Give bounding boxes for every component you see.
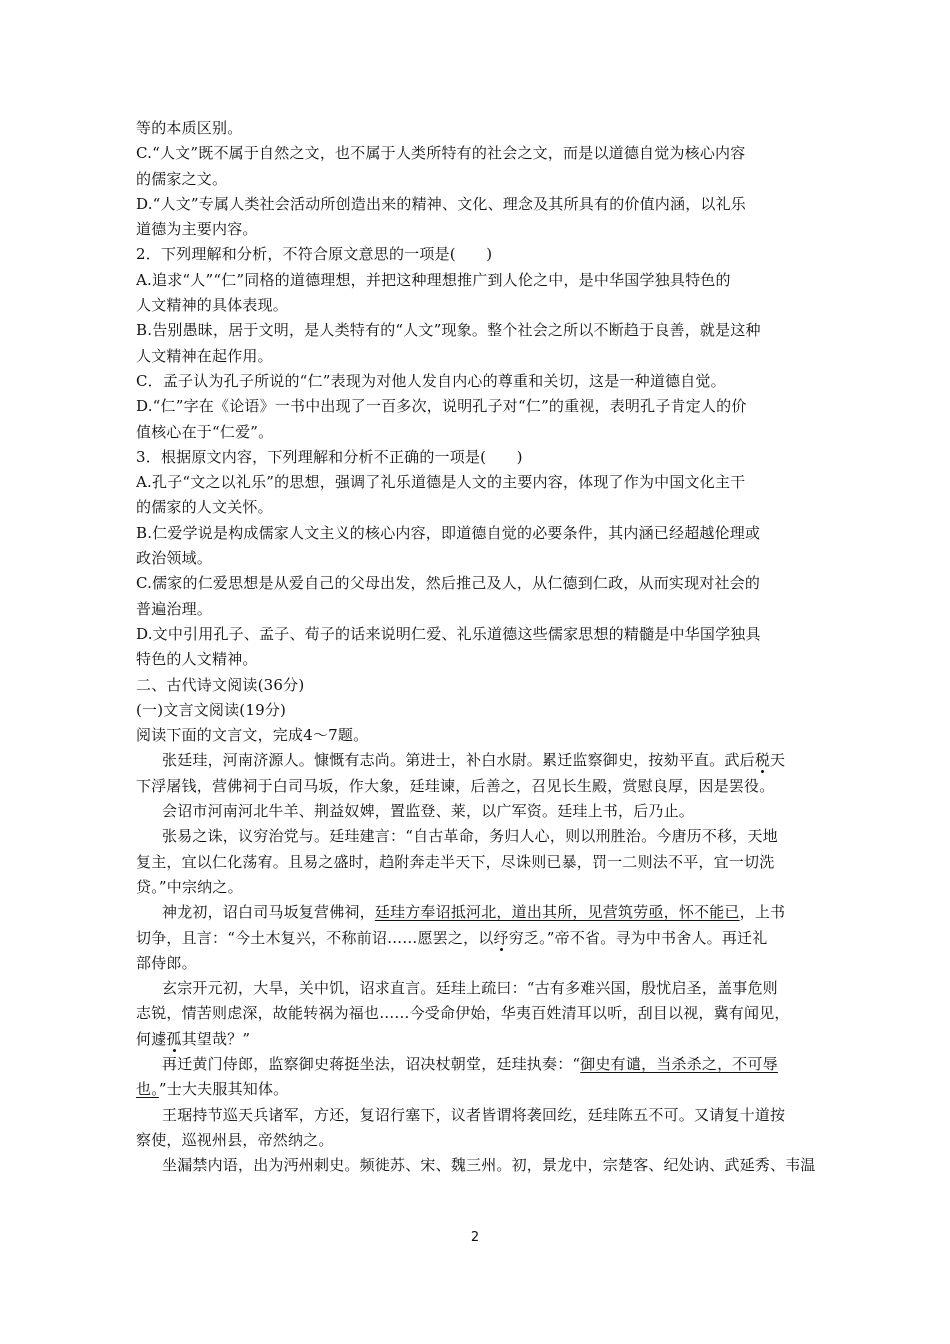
underlined-sentence: 也。 xyxy=(136,1080,159,1099)
text-line: 人文精神在起作用。 xyxy=(136,346,273,365)
passage-line: 坐漏禁内语，出为沔州刺史。频徙苏、宋、魏三州。初，景龙中，宗楚客、纪处讷、武延秀、韦温 xyxy=(162,1156,816,1175)
text-line: 的儒家之文。 xyxy=(136,169,228,188)
dotted-character: 孤 xyxy=(166,1029,182,1048)
passage-line: 何遽孤其望哉？” xyxy=(136,1029,251,1048)
instruction-line: 阅读下面的文言文，完成4～7题。 xyxy=(136,726,369,745)
passage-line: 志锐，情苦则虑深，故能转祸为福也……今受命伊始，华夷百姓清耳以听，刮目以视，冀有闻见， xyxy=(136,1004,790,1023)
dotted-character: 纾 xyxy=(493,928,509,947)
text-line: 等的本质区别。 xyxy=(136,119,243,137)
option-c-line: C.“人文”既不属于自然之文，也不属于人类所特有的社会之文，而是以道德自觉为核心内容 xyxy=(136,144,746,163)
passage-line: 再迁黄门侍郎，监察御史蒋挺坐法，诏决杖朝堂，廷珪执奏：“御史有谴，当杀杀之，不可辱 xyxy=(162,1054,778,1073)
passage-line: 复主，宜以仁化荡宥。且易之盛时，趋附奔走半天下，尽诛则已暴，罚一二则法不平，宜一切洗 xyxy=(136,852,775,871)
text-line: 道德为主要内容。 xyxy=(136,220,258,239)
option-c-line: C.儒家的仁爱思想是从爱自己的父母出发，然后推己及人，从仁德到仁政，从而实现对社会的 xyxy=(136,574,761,593)
subsection-heading: (一)文言文阅读(19分) xyxy=(136,700,287,719)
option-d-line: D.文中引用孔子、孟子、荀子的话来说明仁爱、礼乐道德这些儒家思想的精髓是中华国学独具 xyxy=(136,624,761,643)
text-line: 人文精神的具体表现。 xyxy=(136,296,289,315)
text-line: 的儒家的人文关怀。 xyxy=(136,498,273,517)
passage-line: 贷。”中宗纳之。 xyxy=(136,877,243,896)
option-b-line: B.仁爱学说是构成儒家人文主义的核心内容，即道德自觉的必要条件，其内涵已经超越伦理或 xyxy=(136,523,761,542)
passage-line: 也。”士大夫服其知体。 xyxy=(136,1080,289,1099)
passage-line: 察使，巡视州县，帝然纳之。 xyxy=(136,1130,334,1149)
option-c-line: C．孟子认为孔子所说的“仁”表现为对他人发自内心的尊重和关切，这是一种道德自觉。 xyxy=(136,371,726,390)
option-a-line: A.孔子“文之以礼乐”的思想，强调了礼乐道德是人文的主要内容，体现了作为中国文化主干 xyxy=(136,473,746,492)
question-3: 3．根据原文内容，下列理解和分析不正确的一项是( ) xyxy=(136,447,523,466)
section-heading: 二、古代诗文阅读(36分) xyxy=(136,675,305,694)
passage-line: 张易之诛，议穷治党与。廷珪建言：“自古革命，务归人心，则以刑胜治。今唐历不移，天地 xyxy=(162,827,778,846)
question-2: 2．下列理解和分析，不符合原文意思的一项是( ) xyxy=(136,245,493,264)
dotted-character: 税 xyxy=(754,751,771,770)
passage-line: 切争，且言：“今土木复兴，不称前诏……愿罢之，以纾穷乏。”帝不省。寻为中书舍人。再迁礼 xyxy=(136,928,768,947)
passage-line: 下浮屠钱，营佛祠于白司马坂，作大象，廷珪谏，后善之，召见长生殿，赏慰良厚，因是罢役。 xyxy=(136,776,775,795)
text-line: 普遍治理。 xyxy=(136,599,213,618)
text-line: 政治领域。 xyxy=(136,549,213,568)
document-page xyxy=(136,116,820,1178)
passage-line: 张廷珪，河南济源人。慷慨有志尚。第进士，补白水尉。累迁监察御史，按劾平直。武后税天 xyxy=(162,751,786,770)
underlined-sentence: 廷珪方奉诏抵河北，道出其所，见营筑劳亟，怀不能已 xyxy=(374,903,740,922)
passage-line: 王琚持节巡天兵诸军，方还，复诏行塞下，议者皆谓将袭回纥，廷珪陈五不可。又请复十道按 xyxy=(162,1105,786,1124)
underlined-sentence: 御史有谴，当杀杀之，不可辱 xyxy=(580,1054,778,1073)
option-d-line: D.“人文”专属人类社会活动所创造出来的精神、文化、理念及其所具有的价值内涵，以礼乐 xyxy=(136,194,747,213)
page-number: 2 xyxy=(470,1230,480,1245)
option-d-line: D.“仁”字在《论语》一书中出现了一百多次，说明孔子对“仁”的重视，表明孔子肯定人的价 xyxy=(136,397,747,416)
passage-line: 会诏市河南河北牛羊、荆益奴婢，置监登、莱，以广军资。廷珪上书，后乃止。 xyxy=(162,802,695,821)
text-line: 特色的人文精神。 xyxy=(136,650,258,669)
passage-line: 神龙初，诏白司马坂复营佛祠，廷珪方奉诏抵河北，道出其所，见营筑劳亟，怀不能已，上书 xyxy=(162,903,786,922)
passage-line: 部侍郎。 xyxy=(136,953,197,972)
option-b-line: B.告别愚昧，居于文明，是人类特有的“人文”现象。整个社会之所以不断趋于良善，就是这种 xyxy=(136,321,761,340)
option-a-line: A.追求“人”“仁”同格的道德理想，并把这种理想推广到人伦之中，是中华国学独具特色的 xyxy=(136,270,731,289)
text-line: 值核心在于“仁爱”。 xyxy=(136,422,274,441)
passage-line: 玄宗开元初，大旱，关中饥，诏求直言。廷珪上疏曰：“古有多难兴国，殷忧启圣，盖事危则 xyxy=(162,979,778,998)
